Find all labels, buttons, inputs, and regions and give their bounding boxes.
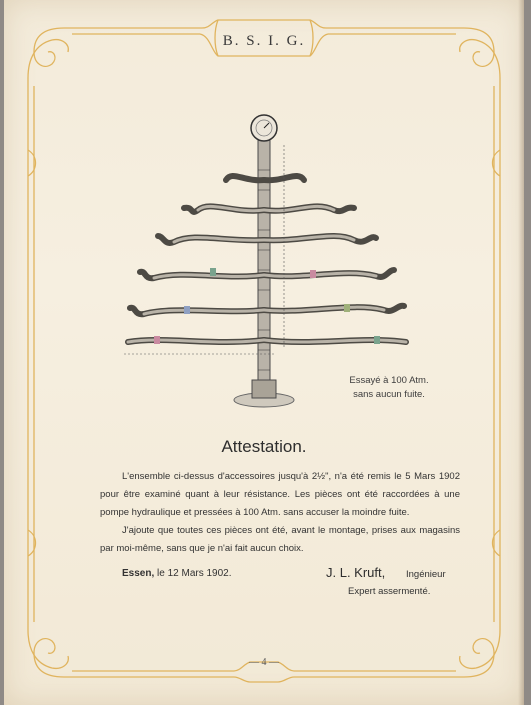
page-number: — 4 — <box>249 657 279 668</box>
signatory-title: Expert assermenté. <box>348 586 431 597</box>
illustration-caption <box>334 374 444 402</box>
caption-line-2: sans aucun fuite. <box>353 389 425 400</box>
paragraph-1-text: L'ensemble ci-dessus d'accessoires jusqu'à 2½", n'a été remis le 5 Mars 1902 pour être examiné quant à leur résistance. Les pièces ont été raccordées à une pompe hydraulique et pressées à 100 Atm. sans accuser la moindre fuite. <box>100 471 460 518</box>
signature-city: Essen, <box>122 568 155 579</box>
caption-line-1: Essayé à 100 Atm. <box>349 375 429 386</box>
signatory-role: Ingénieur <box>406 569 446 580</box>
header-title: B. S. I. G. <box>222 33 306 49</box>
place-date <box>122 568 232 579</box>
attestation-paragraph-1 <box>100 468 460 522</box>
attestation-title: Attestation. <box>221 437 307 456</box>
paragraph-2-text: J'ajoute que toutes ces pièces ont été, avant le montage, prises aux magasins par moi-même, sans que je n'ai fait aucun choix. <box>100 525 460 554</box>
pipe-fittings-illustration <box>114 110 414 415</box>
attestation-paragraph-2 <box>100 522 460 558</box>
document-page <box>4 0 524 705</box>
signatory-name: J. L. Kruft, <box>326 565 386 580</box>
signature-date: le 12 Mars 1902. <box>157 568 232 579</box>
